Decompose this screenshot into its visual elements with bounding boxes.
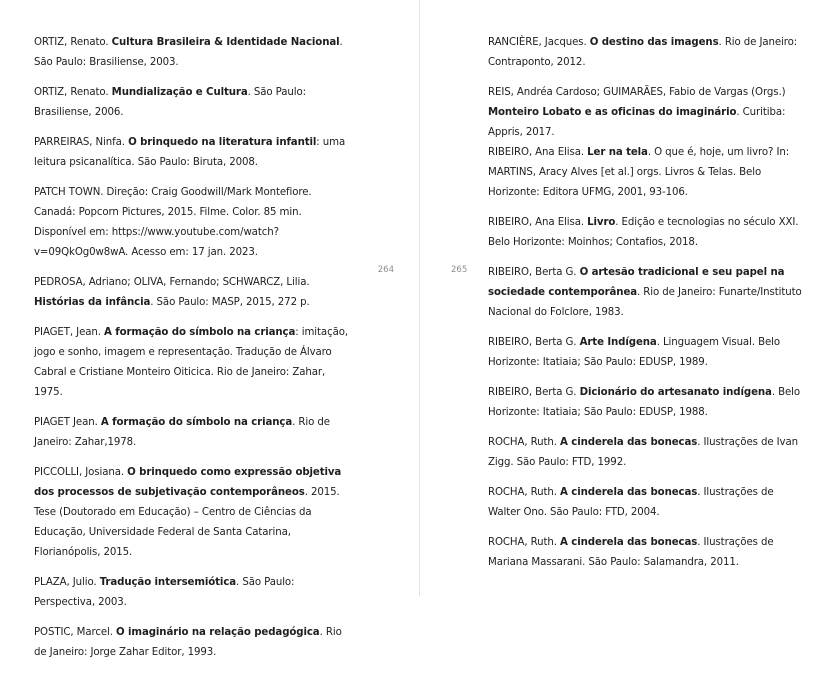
reference-text: POSTIC, Marcel. xyxy=(34,627,117,638)
reference-text: . Rio de Janeiro: Contraponto, 2012. xyxy=(488,37,798,68)
reference-text: PIAGET, Jean. xyxy=(34,327,105,338)
reference-text: : uma leitura psicanalítica. São Paulo: Biruta, 2008. xyxy=(34,137,346,168)
reference-text: . Rio de Janeiro: Jorge Zahar Editor, 1993. xyxy=(34,627,342,658)
reference-text: . Curitiba: Appris, 2017. xyxy=(488,107,786,138)
reference-title: Arte Indígena xyxy=(579,337,657,348)
reference-text: RIBEIRO, Berta G. xyxy=(488,337,580,348)
reference-title: Mundialização e Cultura xyxy=(111,87,248,98)
reference-title: O artesão tradicional e seu papel na sociedade contemporânea xyxy=(488,267,785,298)
reference-title: Dicionário do artesanato indígena xyxy=(579,387,772,398)
reference-text: . Rio de Janeiro: Funarte/Instituto Nacional do Folclore, 1983. xyxy=(488,287,802,318)
reference-entry xyxy=(488,483,808,523)
reference-text: : imitação, jogo e sonho, imagem e representação. Tradução de Álvaro Cabral e Cristiane Monteiro Oiticica. Rio de Janeiro: Zahar, 1975. xyxy=(34,327,348,398)
reference-title: Ler na tela xyxy=(587,147,648,158)
reference-text: REIS, Andréa Cardoso; GUIMARÃES, Fabio de Vargas (Orgs.) xyxy=(488,87,786,98)
reference-text: . 2015. Tese (Doutorado em Educação) – Centro de Ciências da Educação, Universidade Federal de Santa Catarina, Florianópolis, 2015. xyxy=(34,487,340,558)
reference-title: A formação do símbolo na criança xyxy=(104,327,296,338)
reference-entry xyxy=(488,433,808,473)
reference-entry xyxy=(34,463,354,563)
reference-entry xyxy=(488,83,808,143)
reference-text: PATCH TOWN. Direção: Craig Goodwill/Mark Montefiore. Canadá: Popcorn Pictures, 2015. Filme. Color. 85 min. Disponível em: https://www.youtube.com/watch?v=09QkOg0w8wA. Acesso em: 17 jan. 2023. xyxy=(34,187,312,258)
reference-list xyxy=(34,33,354,673)
reference-entry xyxy=(34,83,354,123)
reference-title: Tradução intersemiótica xyxy=(99,577,237,588)
reference-text: . São Paulo: Brasiliense, 2003. xyxy=(34,37,343,68)
reference-entry xyxy=(34,133,354,173)
reference-title: Cultura Brasileira & Identidade Nacional xyxy=(111,37,340,48)
reference-title: Histórias da infância xyxy=(34,297,151,308)
reference-text: . Linguagem Visual. Belo Horizonte: Itatiaia; São Paulo: EDUSP, 1989. xyxy=(488,337,780,368)
reference-text: PLAZA, Julio. xyxy=(34,577,100,588)
reference-entry xyxy=(34,183,354,263)
reference-title: O destino das imagens xyxy=(589,37,719,48)
reference-text: ROCHA, Ruth. xyxy=(488,487,561,498)
reference-entry xyxy=(34,413,354,453)
reference-title: O brinquedo como expressão objetiva dos processos de subjetivação contemporâneos xyxy=(34,467,342,498)
reference-text: RIBEIRO, Berta G. xyxy=(488,387,580,398)
reference-title: Livro xyxy=(587,217,616,228)
left-page xyxy=(0,0,419,658)
reference-text: . São Paulo: MASP, 2015, 272 p. xyxy=(150,297,310,308)
reference-title: A formação do símbolo na criança xyxy=(100,417,293,428)
reference-title: A cinderela das bonecas xyxy=(560,487,698,498)
page-number: 264 xyxy=(377,265,394,275)
reference-entry xyxy=(34,33,354,73)
reference-text: PARREIRAS, Ninfa. xyxy=(34,137,129,148)
reference-text: ORTIZ, Renato. xyxy=(34,37,112,48)
reference-text: . Belo Horizonte: Itatiaia; São Paulo: EDUSP, 1988. xyxy=(488,387,801,418)
reference-text: . São Paulo: Perspectiva, 2003. xyxy=(34,577,295,608)
reference-text: RIBEIRO, Berta G. xyxy=(488,267,580,278)
page-number: 265 xyxy=(451,265,468,275)
reference-entry xyxy=(488,143,808,203)
reference-text: . São Paulo: Brasiliense, 2006. xyxy=(34,87,306,118)
reference-list xyxy=(488,33,808,583)
reference-text: . Rio de Janeiro: Zahar,1978. xyxy=(34,417,330,448)
reference-entry xyxy=(34,573,354,613)
reference-text: RIBEIRO, Ana Elisa. xyxy=(488,217,588,228)
reference-text: . Ilustrações de Mariana Massarani. São Paulo: Salamandra, 2011. xyxy=(488,537,774,568)
reference-entry xyxy=(488,213,808,253)
reference-title: A cinderela das bonecas xyxy=(560,437,698,448)
reference-text: . O que é, hoje, um livro? In: MARTINS, Aracy Alves [et al.] orgs. Livros & Telas. Belo Horizonte: Editora UFMG, 2001, 93-106. xyxy=(488,147,790,198)
reference-entry xyxy=(488,33,808,73)
reference-entry xyxy=(34,623,354,663)
reference-text: ROCHA, Ruth. xyxy=(488,537,561,548)
reference-entry xyxy=(488,533,808,573)
reference-text: ROCHA, Ruth. xyxy=(488,437,561,448)
reference-text: PEDROSA, Adriano; OLIVA, Fernando; SCHWARCZ, Lilia. xyxy=(34,277,310,288)
reference-text: . Edição e tecnologias no século XXI. Belo Horizonte: Moinhos; Contafios, 2018. xyxy=(488,217,799,248)
reference-title: A cinderela das bonecas xyxy=(560,537,698,548)
reference-text: . Ilustrações de Ivan Zigg. São Paulo: FTD, 1992. xyxy=(488,437,798,468)
reference-entry xyxy=(488,333,808,373)
reference-entry xyxy=(488,383,808,423)
reference-entry xyxy=(34,273,354,313)
reference-title: O brinquedo na literatura infantil xyxy=(128,137,317,148)
reference-text: RIBEIRO, Ana Elisa. xyxy=(488,147,588,158)
reference-entry xyxy=(34,323,354,403)
reference-text: PIAGET Jean. xyxy=(34,417,101,428)
reference-text: RANCIÈRE, Jacques. xyxy=(488,37,590,48)
reference-text: PICCOLLI, Josiana. xyxy=(34,467,128,478)
reference-title: Monteiro Lobato e as oficinas do imaginário xyxy=(488,107,737,118)
right-page xyxy=(420,0,840,596)
reference-text: . Ilustrações de Walter Ono. São Paulo: FTD, 2004. xyxy=(488,487,774,518)
reference-entry xyxy=(488,263,808,323)
reference-title: O imaginário na relação pedagógica xyxy=(116,627,320,638)
reference-text: ORTIZ, Renato. xyxy=(34,87,112,98)
